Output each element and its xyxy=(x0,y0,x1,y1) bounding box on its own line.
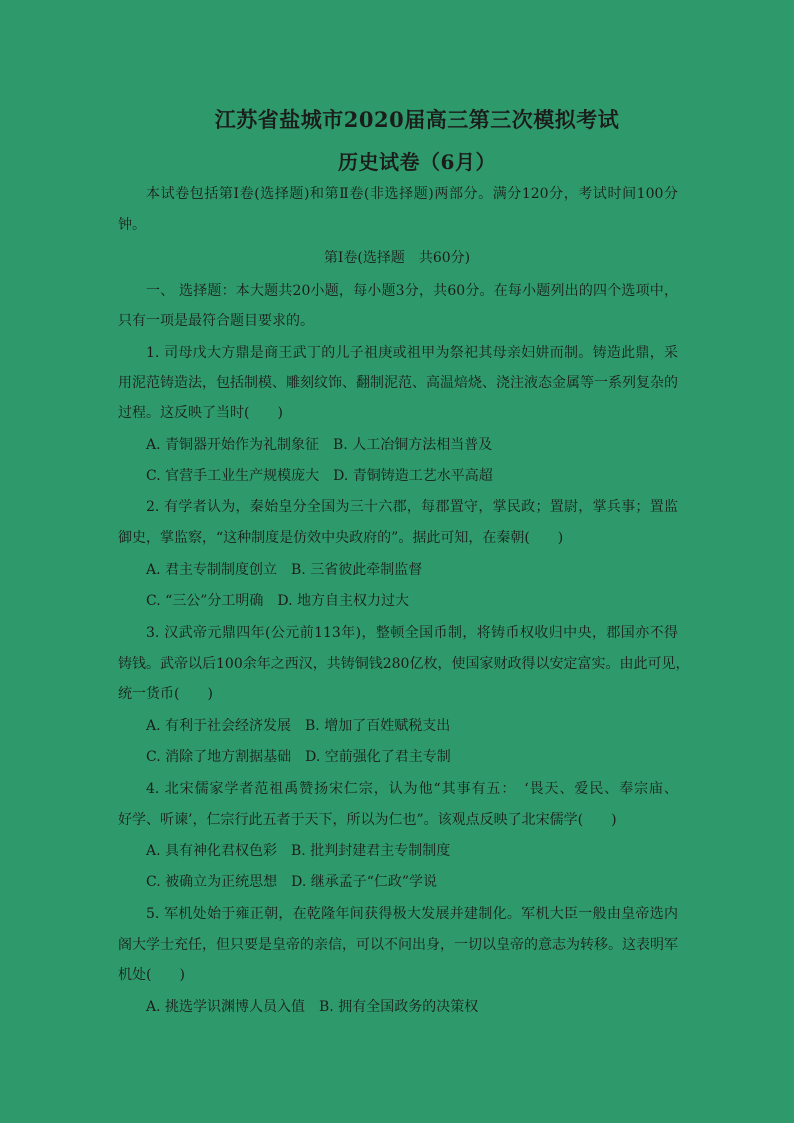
question-text: 过程。这反映了当时( ) xyxy=(118,405,283,421)
section-instructions: 一、 选择题：本大题共20小题，每小题3分，共60分。在每小题列出的四个选项中， xyxy=(146,283,678,299)
exam-subtitle: 历史试卷（6月） xyxy=(338,150,496,174)
exam-title: 江苏省盐城市2020届高三第三次模拟考试 xyxy=(214,107,620,132)
question-text: 好学、听谏’，仁宗行此五者于天下，所以为仁也”。该观点反映了北宋儒学( ) xyxy=(118,812,617,828)
question-text: 3. 汉武帝元鼎四年(公元前113年)，整顿全国币制，将铸币权收归中央，郡国亦不得 xyxy=(146,625,678,641)
section-instructions: 只有一项是最符合题目要求的。 xyxy=(118,313,314,329)
question-text: 2. 有学者认为，秦始皇分全国为三十六郡，每郡置守，掌民政；置尉，掌兵事；置监 xyxy=(146,499,678,515)
question-text: 5. 军机处始于雍正朝，在乾隆年间获得极大发展并建制化。军机大臣一般由皇帝选内 xyxy=(146,906,678,922)
question-text: 铸钱。武帝以后100余年之西汉，共铸铜钱280亿枚，使国家财政得以安定富实。由此可见， xyxy=(118,656,690,672)
answer-options: A. 青铜器开始作为礼制象征 B. 人工冶铜方法相当普及 xyxy=(146,437,493,453)
answer-options: C. 被确立为正统思想 D. 继承孟子“仁政”学说 xyxy=(146,874,438,890)
answer-options: A. 君主专制制度创立 B. 三省彼此牵制监督 xyxy=(146,562,423,578)
intro-line: 本试卷包括第Ⅰ卷(选择题)和第Ⅱ卷(非选择题)两部分。满分120分，考试时间100分 xyxy=(146,186,678,202)
answer-options: A. 挑选学识渊博人员入值 B. 拥有全国政务的决策权 xyxy=(146,999,479,1015)
answer-options: C. 消除了地方割据基础 D. 空前强化了君主专制 xyxy=(146,749,451,765)
question-text: 用泥范铸造法，包括制模、雕刻纹饰、翻制泥范、高温焙烧、浇注液态金属等一系列复杂的 xyxy=(118,375,678,391)
answer-options: C. “三公”分工明确 D. 地方自主权力过大 xyxy=(146,593,410,609)
answer-options: A. 有利于社会经济发展 B. 增加了百姓赋税支出 xyxy=(146,718,451,734)
question-text: 统一货币( ) xyxy=(118,686,213,702)
question-text: 机处( ) xyxy=(118,967,185,983)
question-text: 4. 北宋儒家学者范祖禹赞扬宋仁宗，认为他“其事有五： ‘畏天、爱民、奉宗庙、 xyxy=(146,781,678,797)
answer-options: C. 官营手工业生产规模庞大 D. 青铜铸造工艺水平高超 xyxy=(146,468,493,484)
intro-line: 钟。 xyxy=(118,217,146,233)
answer-options: A. 具有神化君权色彩 B. 批判封建君主专制制度 xyxy=(146,843,451,859)
question-text: 御史，掌监察，“这种制度是仿效中央政府的”。据此可知，在秦朝( ) xyxy=(118,530,564,546)
section-heading: 第Ⅰ卷(选择题 共60分) xyxy=(323,250,471,266)
question-text: 1. 司母戊大方鼎是商王武丁的儿子祖庚或祖甲为祭祀其母亲妇妌而制。铸造此鼎，采 xyxy=(146,345,678,361)
question-text: 阁大学士充任，但只要是皇帝的亲信，可以不问出身，一切以皇帝的意志为转移。这表明军 xyxy=(118,937,678,953)
